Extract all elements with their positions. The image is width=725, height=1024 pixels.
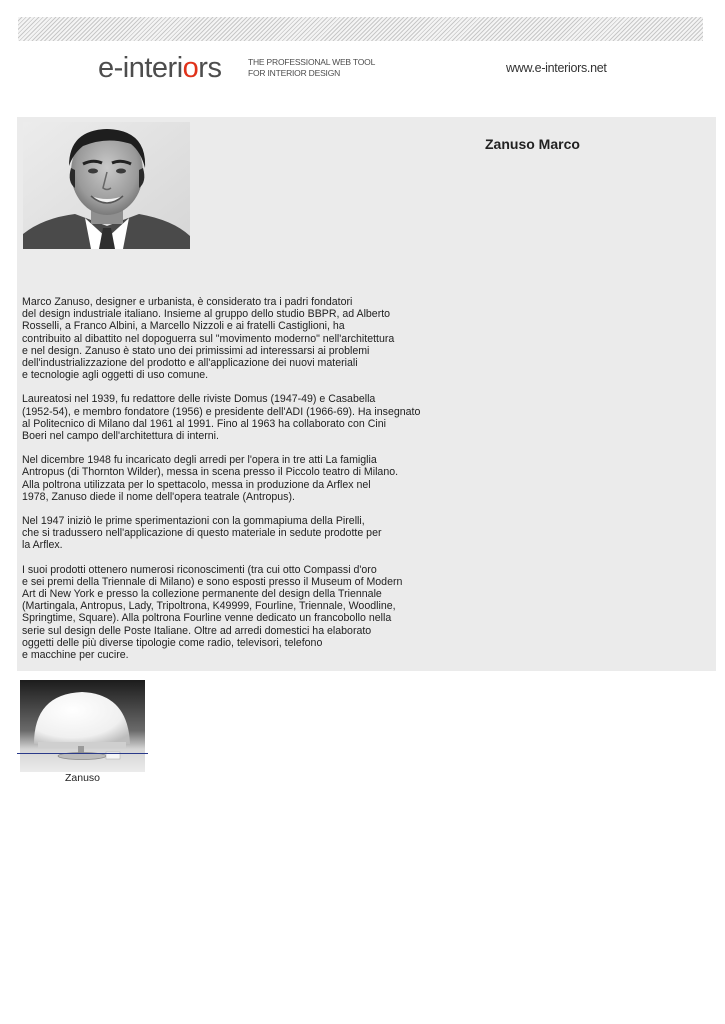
portrait-photo [23,122,190,249]
product-lamp-image[interactable] [20,680,145,772]
logo-prefix: e-interi [98,52,183,84]
lamp-photo [20,680,145,772]
logo-tagline [248,57,375,79]
logo-tagline-line2: FOR INTERIOR DESIGN [248,68,341,78]
product-divider [17,753,148,754]
bio-paragraph: I suoi prodotti ottenero numerosi riconoscimenti (tra cui otto Compassi d'oro e sei premi della Triennale di Milano) e sono esposti presso il Museum of Modern Art di New York e presso la collezione permanente del design della Triennale (Martingala, Antropus, Lady, Tripoltrona, K49999, Fourline, Triennale, Woodline, Springtime, Square). Alla poltrona Fourline venne dedicato un francobollo nella serie sul design delle Poste Italiane. Oltre ad arredi domestici ha elaborato oggetti delle più diverse tipologie come radio, televisori, telefono e macchine per cucire. [22,563,403,662]
logo-wordmark [98,52,221,84]
bio-paragraph: Marco Zanuso, designer e urbanista, è considerato tra i padri fondatori del design industriale italiano. Insieme al gruppo dello studio BBPR, ad Alberto Rosselli, a Franco Albini, a Marcello Nizzoli e ai fratelli Castiglioni, ha contribuito al dibattito nel dopoguerra sul "movimento moderno" nell'architettura e nel design. Zanuso è stato uno dei primissimi ad interessarsi ai problemi dell'industrializzazione del prodotto e all'applicazione dei nuovi materiali e tecnologie agli oggetti di uso comune. [22,296,395,382]
biography-text [22,296,452,673]
designer-name-heading: Zanuso Marco [485,136,580,152]
logo-suffix: rs [198,52,222,84]
bio-paragraph: Nel dicembre 1948 fu incaricato degli arredi per l'opera in tre atti La famiglia Antropus (di Thornton Wilder), messa in scena presso il Piccolo teatro di Milano. Alla poltrona utilizzata per lo spettacolo, messa in produzione da Arflex nel 1978, Zanuso diede il nome dell'opera teatrale (Antropus). [22,454,399,503]
logo-tagline-line1: THE PROFESSIONAL WEB TOOL [248,57,376,67]
header-hatch-bar [18,17,703,41]
bio-paragraph: Laureatosi nel 1939, fu redattore delle riviste Domus (1947-49) e Casabella (1952-54), e membro fondatore (1956) e presidente dell'ADI (1966-69). Ha insegnato al Politecnico di Milano dal 1961 al 1991. Fino al 1963 ha collaborato con Cini Boeri nel campo dell'architettura di interni. [22,393,421,443]
designer-portrait-image [23,122,190,249]
logo-accent: o [182,52,199,84]
bio-paragraph: Nel 1947 iniziò le prime sperimentazioni con la gommapiuma della Pirelli, che si tradussero nell'applicazione di questo materiale in sedute prodotte per la Arflex. [22,515,382,552]
website-link[interactable]: www.e-interiors.net [506,61,607,75]
product-caption: Zanuso [64,772,101,784]
